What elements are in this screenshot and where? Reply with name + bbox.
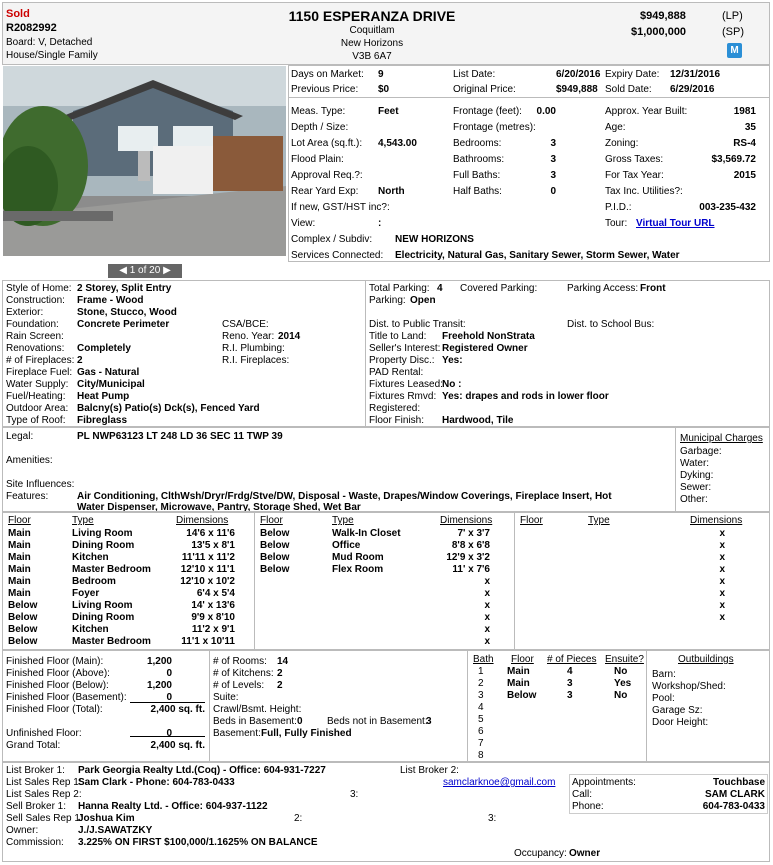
construction-value: Completely [77, 343, 131, 354]
floor-area-value: 2,400 sq. ft. [150, 704, 205, 715]
suite-label: Suite: [213, 692, 239, 703]
detail-value: 0.00 [536, 106, 556, 117]
room-dimensions: x [484, 600, 490, 611]
total-parking-value: 4 [437, 283, 443, 294]
unfinished-label: Unfinished Floor: [6, 728, 82, 739]
construction-value: Yes: drapes and rods in lower floor [442, 391, 609, 402]
room-dimensions: 11' x 7'6 [452, 564, 490, 575]
room-type: Bedroom [72, 576, 116, 587]
bath-pieces: 3 [567, 678, 573, 689]
outbuilding-item: Door Height: [652, 717, 709, 728]
owner-value: J./J.SAWATZKY [78, 825, 153, 836]
beds-bsmt-label: Beds in Basement: [213, 716, 297, 727]
detail-value: North [378, 186, 405, 197]
detail-label: Frontage (metres): [453, 122, 536, 133]
detail-label: View: [291, 218, 316, 229]
outbuilding-item: Garage Sz: [652, 705, 703, 716]
basement-value: Full, Fully Finished [261, 728, 352, 739]
construction-value: 2 Storey, Split Entry [77, 283, 172, 294]
call-value: SAM CLARK [705, 789, 765, 800]
room-dimensions: 12'10 x 11'1 [180, 564, 235, 575]
room-floor: Below [8, 600, 38, 611]
room-floor: Below [8, 636, 38, 647]
sell-broker1-value: Hanna Realty Ltd. - Office: 604-937-1122 [78, 801, 268, 812]
commission-value: 3.225% ON FIRST $100,000/1.1625% ON BALANCE [78, 837, 318, 848]
total-parking-label: Total Parking: [369, 283, 430, 294]
room-floor: Main [8, 540, 31, 551]
room-dimensions: 14'6 x 11'6 [186, 528, 235, 539]
summary-label: Days on Market: [291, 69, 364, 80]
room-type: Master Bedroom [72, 636, 151, 647]
detail-value: 1981 [733, 106, 756, 117]
room-type: Living Room [72, 528, 133, 539]
parking-access-value: Front [640, 283, 666, 294]
detail-value: $3,569.72 [711, 154, 756, 165]
sum-underline [130, 702, 205, 703]
detail-value: 0 [550, 186, 556, 197]
complex-label: Complex / Subdiv: [291, 234, 373, 245]
bath-number: 6 [478, 726, 484, 737]
list-rep3-label: 3: [350, 789, 359, 800]
property-type: House/Single Family [6, 50, 98, 61]
construction-value: Freehold NonStrata [442, 331, 535, 342]
services-label: Services Connected: [291, 250, 384, 261]
construction-label: Renovations: [6, 343, 65, 354]
rooms-header-type: Type [588, 515, 610, 526]
room-floor: Below [8, 612, 38, 623]
phone-value: 604-783-0433 [702, 801, 765, 812]
detail-value: 35 [744, 122, 756, 133]
floor-area-label: Finished Floor (Main): [6, 656, 104, 667]
appointments-value: Touchbase [712, 777, 765, 788]
summary-label: Original Price: [453, 84, 516, 95]
construction-label: Rain Screen: [6, 331, 64, 342]
list-broker1-label: List Broker 1: [6, 765, 65, 776]
detail-label: If new, GST/HST inc?: [291, 202, 390, 213]
rooms-header-type: Type [72, 515, 94, 526]
construction-label: Style of Home: [6, 283, 72, 294]
list-price: $949,888 [640, 10, 686, 22]
tour-label: Tour: [605, 218, 628, 229]
construction-value: Fibreglass [77, 415, 128, 426]
city: Coquitlam [349, 25, 395, 36]
bath-floor: Main [507, 666, 530, 677]
outbuilding-item: Pool: [652, 693, 675, 704]
levels-label: # of Levels: [213, 680, 265, 691]
room-type: Mud Room [332, 552, 384, 563]
bath-pieces: 4 [567, 666, 573, 677]
divider [646, 650, 647, 762]
room-floor: Below [260, 528, 290, 539]
room-dimensions: x [484, 612, 490, 623]
bath-number: 1 [478, 666, 484, 677]
construction-value: 2014 [278, 331, 301, 342]
summary-value: 6/29/2016 [670, 84, 715, 95]
construction-value: Yes: [442, 355, 463, 366]
detail-value: 3 [550, 154, 556, 165]
detail-label: Approval Req.?: [291, 170, 363, 181]
detail-label: Rear Yard Exp: [291, 186, 359, 197]
unfinished-value: 0 [166, 728, 172, 739]
room-dimensions: x [484, 576, 490, 587]
bath-header: Ensuite? [605, 654, 644, 665]
construction-label: R.I. Plumbing: [222, 343, 285, 354]
municipal-item: Other: [680, 494, 708, 505]
room-dimensions: 9'9 x 8'10 [191, 612, 235, 623]
sell-rep1-value: Joshua Kim [78, 813, 135, 824]
house-image [3, 66, 286, 256]
room-dimensions: x [719, 552, 725, 563]
room-dimensions: 12'10 x 10'2 [180, 576, 235, 587]
divider [675, 427, 676, 512]
summary-value: 6/20/2016 [556, 69, 601, 80]
kitchens-label: # of Kitchens: [213, 668, 274, 679]
complex-value: NEW HORIZONS [395, 234, 474, 245]
detail-label: Gross Taxes: [605, 154, 664, 165]
parking-value: Open [410, 295, 436, 306]
room-dimensions: 11'2 x 9'1 [191, 624, 235, 635]
bath-header: Bath [473, 654, 494, 665]
divider [288, 97, 770, 98]
detail-label: Full Baths: [453, 170, 501, 181]
room-floor: Below [260, 552, 290, 563]
commission-label: Commission: [6, 837, 64, 848]
crawl-label: Crawl/Bsmt. Height: [213, 704, 302, 715]
grand-total-value: 2,400 sq. ft. [150, 740, 205, 751]
detail-label: Depth / Size: [291, 122, 349, 133]
room-dimensions: 11'1 x 10'11 [181, 636, 235, 647]
summary-value: 12/31/2016 [670, 69, 721, 80]
summary-value: 9 [378, 69, 384, 80]
sell-rep3-label: 3: [488, 813, 497, 824]
construction-value: No : [442, 379, 462, 390]
photo-pager[interactable]: ◀ 1 of 20 ▶ [108, 264, 182, 278]
rooms-header-floor: Floor [8, 515, 31, 526]
room-floor: Main [8, 528, 31, 539]
divider [467, 650, 468, 762]
call-label: Call: [572, 789, 593, 800]
construction-label: Floor Finish: [369, 415, 425, 426]
divider [254, 512, 255, 650]
list-broker1-value: Park Georgia Realty Ltd.(Coq) - Office: 604-931-7227 [78, 765, 326, 776]
room-floor: Below [260, 564, 290, 575]
construction-label: Title to Land: [369, 331, 427, 342]
bath-floor: Below [507, 690, 537, 701]
divider [209, 650, 210, 762]
construction-label: Type of Roof: [6, 415, 66, 426]
room-type: Kitchen [72, 624, 109, 635]
construction-value: Registered Owner [442, 343, 528, 354]
mls-badge-icon[interactable]: M [727, 43, 742, 58]
floor-area-label: Finished Floor (Total): [6, 704, 103, 715]
occupancy-value: Owner [569, 848, 601, 859]
list-rep1-value: Sam Clark - Phone: 604-783-0433 [78, 777, 235, 788]
bath-header: Floor [511, 654, 534, 665]
rooms-header-dimensions: Dimensions [690, 515, 743, 526]
detail-label: Approx. Year Built: [605, 106, 688, 117]
summary-label: Previous Price: [291, 84, 359, 95]
construction-label: Registered: [369, 403, 421, 414]
room-floor: Below [8, 624, 38, 635]
construction-value: Stone, Stucco, Wood [77, 307, 177, 318]
detail-label: Bathrooms: [453, 154, 505, 165]
construction-label: Outdoor Area: [6, 403, 69, 414]
room-type: Dining Room [72, 540, 135, 551]
floor-area-label: Finished Floor (Below): [6, 680, 109, 691]
room-type: Master Bedroom [72, 564, 151, 575]
detail-label: Age: [605, 122, 626, 133]
detail-label: P.I.D.: [605, 202, 632, 213]
bath-number: 5 [478, 714, 484, 725]
construction-label: Seller's Interest: [369, 343, 441, 354]
levels-value: 2 [277, 680, 283, 691]
construction-label: Fixtures Leased: [369, 379, 443, 390]
detail-label: Frontage (feet): [453, 106, 522, 117]
detail-label: Tax Inc. Utilities?: [605, 186, 683, 197]
detail-label: Half Baths: [453, 186, 502, 197]
summary-value: $949,888 [556, 84, 598, 95]
construction-value: Frame - Wood [77, 295, 144, 306]
construction-value: City/Municipal [77, 379, 145, 390]
bath-number: 8 [478, 750, 484, 761]
outbuildings-title: Outbuildings [678, 654, 734, 665]
construction-label: Fireplace Fuel: [6, 367, 73, 378]
legal-label: Legal: [6, 431, 34, 442]
detail-label: Lot Area (sq.ft.): [291, 138, 363, 149]
room-dimensions: x [484, 636, 490, 647]
address-title: 1150 ESPERANZA DRIVE [288, 8, 456, 24]
summary-label: List Date: [453, 69, 496, 80]
parking-label: Parking: [369, 295, 406, 306]
room-type: Walk-In Closet [332, 528, 401, 539]
construction-label: Reno. Year: [222, 331, 275, 342]
parking-access-label: Parking Access: [567, 283, 639, 294]
room-type: Kitchen [72, 552, 109, 563]
room-floor: Main [8, 564, 31, 575]
postal-code: V3B 6A7 [352, 51, 392, 62]
summary-value: $0 [378, 84, 390, 95]
beds-bsmt-value: 0 [297, 716, 303, 727]
bath-ensuite: Yes [614, 678, 632, 689]
beds-not-bsmt-label: Beds not in Basement: [327, 716, 428, 727]
bath-pieces: 3 [567, 690, 573, 701]
features-line1: Air Conditioning, ClthWsh/Dryr/Frdg/Stve/DW, Disposal - Waste, Drapes/Window Coverings, Fireplace Insert, Hot [77, 491, 612, 502]
list-broker2-label: List Broker 2: [400, 765, 459, 776]
detail-label: For Tax Year: [605, 170, 664, 181]
outbuilding-item: Barn: [652, 669, 676, 680]
room-dimensions: x [719, 528, 725, 539]
floor-area-value: 1,200 [146, 680, 172, 691]
construction-label: Fixtures Rmvd: [369, 391, 437, 402]
detail-label: Meas. Type: [291, 106, 346, 117]
room-dimensions: 6'4 x 5'4 [196, 588, 235, 599]
room-dimensions: 13'5 x 8'1 [191, 540, 235, 551]
rooms-header-dimensions: Dimensions [440, 515, 493, 526]
construction-label: Fuel/Heating: [6, 391, 66, 402]
school-bus-label: Dist. to School Bus: [567, 319, 655, 330]
sell-rep2-label: 2: [294, 813, 303, 824]
construction-value: Hardwood, Tile [442, 415, 514, 426]
construction-label: Property Disc.: [369, 355, 435, 366]
services-value: Electricity, Natural Gas, Sanitary Sewer, Storm Sewer, Water [395, 250, 680, 261]
sell-rep1-label: Sell Sales Rep 1: [6, 813, 83, 824]
bath-number: 4 [478, 702, 484, 713]
construction-label: Water Supply: [6, 379, 69, 390]
construction-value: Heat Pump [77, 391, 130, 402]
detail-value: 3 [550, 138, 556, 149]
occupancy-label: Occupancy: [514, 848, 567, 859]
municipal-item: Sewer: [680, 482, 712, 493]
detail-value: 4,543.00 [378, 138, 417, 149]
bath-ensuite: No [614, 690, 628, 701]
basement-label: Basement: [213, 728, 261, 739]
room-dimensions: 7' x 3'7 [457, 528, 490, 539]
list-rep1-label: List Sales Rep 1: [6, 777, 82, 788]
divider [514, 512, 515, 650]
grand-total-label: Grand Total: [6, 740, 61, 751]
list-rep2-label: List Sales Rep 2: [6, 789, 82, 800]
features-line2: Water Dispenser, Microwave, Pantry, Storage Shed, Wet Bar [77, 502, 361, 511]
detail-label: Zoning: [605, 138, 639, 149]
bath-number: 2 [478, 678, 484, 689]
area: New Horizons [340, 38, 404, 49]
room-floor: Main [8, 588, 31, 599]
sold-price-tag: (SP) [722, 26, 744, 38]
detail-value: 3 [550, 170, 556, 181]
room-type: Office [332, 540, 361, 551]
bath-number: 7 [478, 738, 484, 749]
summary-label: Expiry Date: [605, 69, 660, 80]
rooms-header-dimensions: Dimensions [176, 515, 229, 526]
room-type: Flex Room [332, 564, 384, 575]
floor-area-value: 0 [166, 692, 172, 703]
amenities-label: Amenities: [6, 455, 53, 466]
room-floor: Main [8, 576, 31, 587]
detail-value: : [378, 218, 382, 229]
municipal-item: Water: [680, 458, 710, 469]
legal-value: PL NWP63123 LT 248 LD 36 SEC 11 TWP 39 [77, 431, 283, 442]
room-dimensions: 8'8 x 6'8 [451, 540, 490, 551]
construction-value: Gas - Natural [77, 367, 140, 378]
floor-area-label: Finished Floor (Above): [6, 668, 110, 679]
construction-label: Dist. to Public Transit: [369, 319, 466, 330]
room-dimensions: x [719, 564, 725, 575]
floor-area-value: 0 [166, 668, 172, 679]
phone-label: Phone: [572, 801, 604, 812]
floor-area-value: 1,200 [146, 656, 172, 667]
municipal-item: Dyking: [680, 470, 714, 481]
list-price-tag: (LP) [722, 10, 743, 22]
room-dimensions: x [484, 624, 490, 635]
bath-header: # of Pieces [547, 654, 597, 665]
divider [365, 280, 366, 427]
room-dimensions: x [719, 588, 725, 599]
features-label: Features: [6, 491, 49, 502]
room-floor: Below [260, 540, 290, 551]
room-dimensions: 12'9 x 3'2 [446, 552, 490, 563]
construction-value: Concrete Perimeter [77, 319, 170, 330]
construction-label: Exterior: [6, 307, 44, 318]
agent-email-link[interactable]: samclarknoe@gmail.com [443, 777, 556, 788]
appointments-label: Appointments: [572, 777, 636, 788]
construction-label: # of Fireplaces: [6, 355, 75, 366]
covered-parking-label: Covered Parking: [460, 283, 538, 294]
bath-number: 3 [478, 690, 484, 701]
room-dimensions: x [484, 588, 490, 599]
detail-value: RS-4 [733, 138, 756, 149]
rooms-count-label: # of Rooms: [213, 656, 267, 667]
floor-area-label: Finished Floor (Basement): [6, 692, 127, 703]
municipal-charges-title: Municipal Charges [680, 433, 763, 444]
construction-label: Foundation: [6, 319, 59, 330]
rooms-header-floor: Floor [520, 515, 543, 526]
bath-floor: Main [507, 678, 530, 689]
kitchens-value: 2 [277, 668, 283, 679]
construction-value: 2 [77, 355, 83, 366]
detail-value: 003-235-432 [699, 202, 756, 213]
rooms-header-type: Type [332, 515, 354, 526]
room-type: Living Room [72, 600, 133, 611]
room-floor: Main [8, 552, 31, 563]
room-type: Foyer [72, 588, 100, 599]
status-label: Sold [6, 8, 30, 20]
construction-label: CSA/BCE: [222, 319, 269, 330]
owner-label: Owner: [6, 825, 39, 836]
room-dimensions: 14' x 13'6 [191, 600, 235, 611]
summary-label: Sold Date: [605, 84, 652, 95]
outbuilding-item: Workshop/Shed: [652, 681, 726, 692]
board-text: Board: V, Detached [6, 37, 93, 48]
rooms-count-value: 14 [277, 656, 289, 667]
detail-label: Flood Plain: [291, 154, 344, 165]
detail-value: 2015 [733, 170, 756, 181]
room-dimensions: x [719, 540, 725, 551]
house-photo[interactable] [3, 66, 286, 256]
room-dimensions: 11'11 x 11'2 [181, 552, 235, 563]
sell-broker1-label: Sell Broker 1: [6, 801, 67, 812]
mls-number: R2082992 [6, 22, 57, 34]
construction-value: Balcny(s) Patio(s) Dck(s), Fenced Yard [77, 403, 260, 414]
virtual-tour-link[interactable]: Virtual Tour URL [636, 218, 715, 229]
construction-label: R.I. Fireplaces: [222, 355, 290, 366]
room-dimensions: x [719, 600, 725, 611]
sold-price: $1,000,000 [631, 26, 687, 38]
room-type: Dining Room [72, 612, 135, 623]
beds-not-bsmt-value: 3 [426, 716, 432, 727]
room-dimensions: x [719, 576, 725, 587]
room-dimensions: x [719, 612, 725, 623]
municipal-item: Garbage: [680, 446, 722, 457]
site-influences-label: Site Influences: [6, 479, 75, 490]
detail-label: Bedrooms: [453, 138, 502, 149]
detail-value: Feet [378, 106, 399, 117]
construction-label: PAD Rental: [369, 367, 424, 378]
construction-label: Construction: [6, 295, 65, 306]
rooms-header-floor: Floor [260, 515, 283, 526]
bath-ensuite: No [614, 666, 628, 677]
